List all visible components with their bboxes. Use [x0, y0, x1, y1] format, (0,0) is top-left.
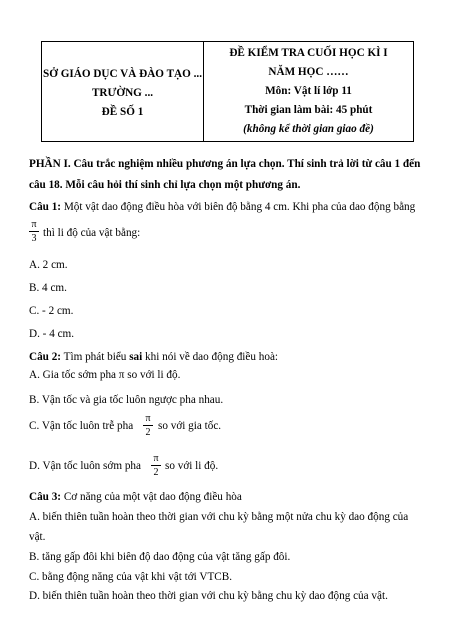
- q2-text-before: Tìm phát biểu: [63, 351, 127, 363]
- q3-option-b: B. tăng gấp đôi khi biên độ dao động của vật tăng gấp đôi.: [29, 551, 291, 563]
- q2-option-c-pre: C. Vận tốc luôn trễ pha: [29, 420, 134, 432]
- q3-label: Câu 3:: [29, 491, 62, 503]
- q2d-frac-den: 2: [153, 467, 159, 478]
- q1-option-b: B. 4 cm.: [29, 282, 67, 294]
- q3-text: Cơ năng của một vật dao động điều hòa: [63, 491, 242, 503]
- q3-option-c: C. bằng động năng của vật khi vật tới VTCB.: [29, 571, 233, 583]
- q2-stem: [29, 350, 278, 364]
- q2-option-a: A. Gia tốc sớm pha π so với li độ.: [29, 369, 181, 381]
- q2-option-d-pre: D. Vận tốc luôn sớm pha: [29, 460, 141, 472]
- q1-option-d: D. - 4 cm.: [29, 328, 75, 340]
- q3-option-d: D. biến thiên tuần hoàn theo thời gian với chu kỳ bằng chu kỳ dao động của vật.: [29, 590, 388, 602]
- part1-instruction-line1: PHẦN I. Câu trắc nghiệm nhiều phương án lựa chọn. Thí sinh trả lời từ câu 1 đến: [29, 158, 421, 170]
- q1-stem: [29, 200, 415, 214]
- department-name: SỞ GIÁO DỤC VÀ ĐÀO TẠO ...: [42, 68, 203, 80]
- q2c-frac-num: π: [145, 413, 151, 424]
- q1-option-c: C. - 2 cm.: [29, 305, 74, 317]
- q1-text2: thì li độ của vật bằng:: [43, 227, 141, 239]
- subject: Môn: Vật lí lớp 11: [265, 85, 352, 97]
- q2-label: Câu 2:: [29, 351, 62, 363]
- q3-stem: [29, 490, 242, 504]
- q1-text: Một vật dao động điều hòa với biên độ bằng 4 cm. Khi pha của dao động bằng: [63, 201, 416, 213]
- q2-option-c-post: so với gia tốc.: [158, 420, 222, 432]
- q2-text-bold: sai: [129, 351, 143, 363]
- q1-frac-num: π: [31, 219, 37, 230]
- header-left-cell: [42, 42, 204, 141]
- exam-title: ĐỀ KIỂM TRA CUỐI HỌC KÌ I: [229, 47, 388, 59]
- header-right-cell: [204, 42, 413, 141]
- q2-option-d-post: so với li độ.: [165, 460, 219, 472]
- part1-instruction-line2: câu 18. Mỗi câu hỏi thí sinh chỉ lựa chọn một phương án.: [29, 179, 301, 191]
- school-year: NĂM HỌC ……: [268, 66, 349, 78]
- q2c-frac-den: 2: [145, 427, 151, 438]
- school-name: TRƯỜNG ...: [91, 87, 154, 99]
- q1-label: Câu 1:: [29, 201, 62, 213]
- q3-option-a-line1: A. biến thiên tuần hoàn theo thời gian với chu kỳ bằng một nửa chu kỳ dao động của: [29, 511, 409, 523]
- exam-duration: Thời gian làm bài: 45 phút: [244, 104, 373, 116]
- q1-frac-den: 3: [31, 233, 37, 244]
- q3-option-a-line2: vật.: [29, 531, 46, 543]
- q2d-frac-num: π: [153, 453, 159, 464]
- header-table: [41, 41, 414, 142]
- q1-fraction: [29, 219, 39, 244]
- q1-option-a: A. 2 cm.: [29, 259, 68, 271]
- q2-option-d-fraction: [151, 453, 161, 478]
- duration-note: (không kể thời gian giao đề): [243, 123, 374, 135]
- exam-code: ĐỀ SỐ 1: [101, 106, 144, 118]
- q2-option-c-fraction: [143, 413, 153, 438]
- q2-option-b: B. Vận tốc và gia tốc luôn ngược pha nhau.: [29, 394, 224, 406]
- q2-text-after: khi nói về dao động điều hoà:: [145, 351, 279, 363]
